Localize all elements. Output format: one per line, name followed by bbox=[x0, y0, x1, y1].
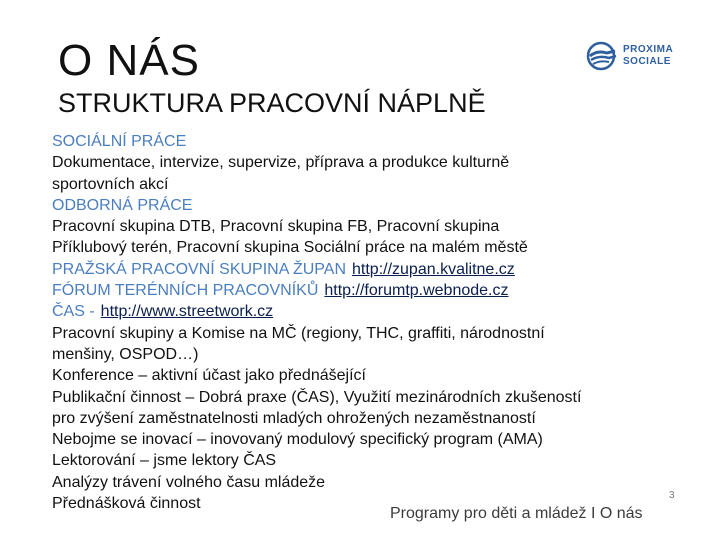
footer-text: Programy pro děti a mládež I O nás bbox=[390, 505, 643, 522]
section-heading-professional-work: ODBORNÁ PRÁCE bbox=[52, 196, 193, 214]
page-title: O NÁS bbox=[58, 36, 200, 85]
logo-line-2: SOCIALE bbox=[623, 56, 671, 67]
section-heading-social-work: SOCIÁLNÍ PRÁCE bbox=[52, 133, 187, 150]
content-line: Lektorování – jsme lektory ČAS bbox=[52, 452, 277, 470]
streetwork-link[interactable]: http://www.streetwork.cz bbox=[100, 303, 274, 321]
content-line: Přednášková činnost bbox=[52, 495, 201, 513]
content-line: Publikační činnost – Dobrá praxe (ČAS), Využití mezinárodních zkušeností bbox=[52, 388, 582, 406]
content-line: Analýzy trávení volného času mládeže bbox=[52, 473, 326, 491]
content-line: menšiny, OSPOD…) bbox=[52, 345, 199, 363]
content-line: Příklubový terén, Pracovní skupina Sociální práce na malém městě bbox=[52, 239, 528, 257]
content-line: Pracovní skupina DTB, Pracovní skupina FB, Pracovní skupina bbox=[52, 218, 500, 236]
cas-label: ČAS - bbox=[52, 303, 95, 321]
content-line: sportovních akcí bbox=[52, 175, 169, 193]
content-line: Konference – aktivní účast jako přednášející bbox=[52, 367, 366, 385]
content-line-forum bbox=[52, 280, 692, 301]
forum-label: FÓRUM TERÉNNÍCH PRACOVNÍKŮ bbox=[52, 282, 319, 300]
content-list bbox=[52, 131, 692, 514]
logo-hand-icon bbox=[585, 41, 619, 71]
content-line: Dokumentace, intervize, supervize, příprava a produkce kulturně bbox=[52, 154, 510, 172]
forumtp-link[interactable]: http://forumtp.webnode.cz bbox=[324, 282, 509, 300]
page-subtitle: STRUKTURA PRACOVNÍ NÁPLNĚ bbox=[58, 88, 486, 118]
content-line-zupan bbox=[52, 259, 692, 280]
content-line-cas bbox=[52, 301, 692, 322]
logo-line-1: PROXIMA bbox=[623, 44, 674, 55]
content-line: Pracovní skupiny a Komise na MČ (regiony, THC, graffiti, národnostní bbox=[52, 324, 545, 342]
zupan-link[interactable]: http://zupan.kvalitne.cz bbox=[352, 260, 515, 278]
page-number: 3 bbox=[669, 490, 675, 501]
proxima-sociale-logo bbox=[585, 36, 695, 76]
zupan-label: PRAŽSKÁ PRACOVNÍ SKUPINA ŽUPAN bbox=[52, 260, 346, 278]
content-line: Nebojme se inovací – inovovaný modulový specifický program (AMA) bbox=[52, 431, 543, 449]
content-line: pro zvýšení zaměstnatelnosti mladých ohrožených nezaměstnaností bbox=[52, 409, 536, 427]
